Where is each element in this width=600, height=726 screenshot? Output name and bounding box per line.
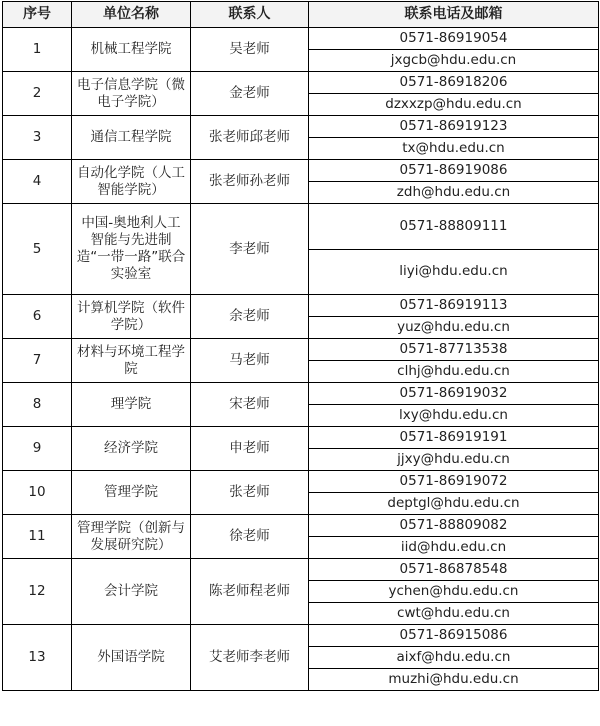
phone-number: 0571-86919123 <box>309 116 599 138</box>
contact-person: 申老师 <box>191 427 309 471</box>
unit-name: 通信工程学院 <box>72 116 191 160</box>
email-address: muzhi@hdu.edu.cn <box>309 669 599 691</box>
contact-person: 张老师 <box>191 471 309 515</box>
table-row <box>3 625 599 647</box>
row-index: 6 <box>3 295 72 339</box>
phone-number: 0571-86919032 <box>309 383 599 405</box>
contact-person: 徐老师 <box>191 515 309 559</box>
email-address: zdh@hdu.edu.cn <box>309 182 599 204</box>
table-row <box>3 471 599 493</box>
header-contact: 联系人 <box>191 2 309 28</box>
contact-person: 马老师 <box>191 339 309 383</box>
email-address: clhj@hdu.edu.cn <box>309 361 599 383</box>
phone-number: 0571-86878548 <box>309 559 599 581</box>
row-index: 4 <box>3 160 72 204</box>
row-index: 11 <box>3 515 72 559</box>
row-index: 10 <box>3 471 72 515</box>
row-index: 5 <box>3 204 72 295</box>
table-row <box>3 383 599 405</box>
unit-name: 自动化学院（人工智能学院） <box>72 160 191 204</box>
phone-number: 0571-86919054 <box>309 28 599 50</box>
row-index: 8 <box>3 383 72 427</box>
unit-name: 会计学院 <box>72 559 191 625</box>
table-row <box>3 204 599 250</box>
contact-person: 吴老师 <box>191 28 309 72</box>
table-row <box>3 427 599 449</box>
header-unit: 单位名称 <box>72 2 191 28</box>
table-row <box>3 72 599 94</box>
email-address: dzxxzp@hdu.edu.cn <box>309 94 599 116</box>
email-address: aixf@hdu.edu.cn <box>309 647 599 669</box>
phone-number: 0571-88809082 <box>309 515 599 537</box>
email-address: deptgl@hdu.edu.cn <box>309 493 599 515</box>
contact-person: 陈老师程老师 <box>191 559 309 625</box>
unit-name: 机械工程学院 <box>72 28 191 72</box>
header-row <box>3 2 599 28</box>
contact-person: 余老师 <box>191 295 309 339</box>
email-address: tx@hdu.edu.cn <box>309 138 599 160</box>
email-address: ychen@hdu.edu.cn <box>309 581 599 603</box>
email-address: yuz@hdu.edu.cn <box>309 317 599 339</box>
table-row <box>3 160 599 182</box>
table-row <box>3 28 599 50</box>
unit-name: 管理学院 <box>72 471 191 515</box>
contact-person: 张老师邱老师 <box>191 116 309 160</box>
table-row <box>3 515 599 537</box>
phone-number: 0571-86919113 <box>309 295 599 317</box>
unit-name: 管理学院（创新与发展研究院） <box>72 515 191 559</box>
phone-number: 0571-86919072 <box>309 471 599 493</box>
phone-number: 0571-86918206 <box>309 72 599 94</box>
header-contact-info: 联系电话及邮箱 <box>309 2 599 28</box>
phone-number: 0571-86919191 <box>309 427 599 449</box>
phone-number: 0571-87713538 <box>309 339 599 361</box>
phone-number: 0571-86915086 <box>309 625 599 647</box>
table-row <box>3 295 599 317</box>
unit-name: 经济学院 <box>72 427 191 471</box>
row-index: 2 <box>3 72 72 116</box>
email-address: cwt@hdu.edu.cn <box>309 603 599 625</box>
email-address: lxy@hdu.edu.cn <box>309 405 599 427</box>
contact-person: 张老师孙老师 <box>191 160 309 204</box>
table-row <box>3 339 599 361</box>
unit-name: 外国语学院 <box>72 625 191 691</box>
email-address: liyi@hdu.edu.cn <box>309 249 599 295</box>
unit-name: 材料与环境工程学院 <box>72 339 191 383</box>
row-index: 1 <box>3 28 72 72</box>
table-row <box>3 116 599 138</box>
header-index: 序号 <box>3 2 72 28</box>
row-index: 9 <box>3 427 72 471</box>
unit-name: 中国-奥地利人工智能与先进制造“一带一路”联合实验室 <box>72 204 191 295</box>
unit-name: 理学院 <box>72 383 191 427</box>
unit-name: 计算机学院（软件学院） <box>72 295 191 339</box>
table-row <box>3 559 599 581</box>
contact-person: 宋老师 <box>191 383 309 427</box>
row-index: 13 <box>3 625 72 691</box>
row-index: 7 <box>3 339 72 383</box>
contacts-table <box>2 1 599 691</box>
contact-person: 金老师 <box>191 72 309 116</box>
contact-person: 艾老师李老师 <box>191 625 309 691</box>
row-index: 3 <box>3 116 72 160</box>
contact-person: 李老师 <box>191 204 309 295</box>
email-address: iid@hdu.edu.cn <box>309 537 599 559</box>
email-address: jjxy@hdu.edu.cn <box>309 449 599 471</box>
row-index: 12 <box>3 559 72 625</box>
phone-number: 0571-88809111 <box>309 204 599 250</box>
phone-number: 0571-86919086 <box>309 160 599 182</box>
unit-name: 电子信息学院（微电子学院） <box>72 72 191 116</box>
email-address: jxgcb@hdu.edu.cn <box>309 50 599 72</box>
